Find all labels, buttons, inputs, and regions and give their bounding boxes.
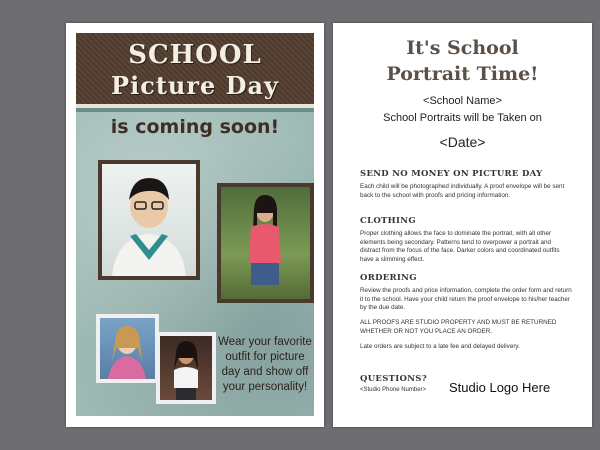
banner-title-line2: Picture Day: [111, 71, 279, 100]
section-body-send-no-money: Each child will be photographed individually. A proof envelope will be sent back to the school with proofs and pricing information.: [360, 183, 565, 199]
student-photo-girl-blond: [96, 314, 159, 383]
poster-subtitle: is coming soon!: [110, 116, 280, 138]
student-photo-boy: [98, 160, 200, 280]
studio-logo-placeholder: Studio Logo Here: [449, 380, 551, 395]
section-heading-clothing: CLOTHING: [360, 216, 416, 226]
section-body-ordering-late: Late orders are subject to a late fee and delayed delivery.: [360, 343, 520, 350]
back-flyer: [333, 23, 592, 427]
back-title-line1: It's School: [406, 37, 519, 59]
section-body-ordering-notice: ALL PROOFS ARE STUDIO PROPERTY AND MUST BE RETURNED WHETHER OR NOT YOU PLACE AN ORDER.: [360, 319, 557, 335]
studio-phone-placeholder: <Studio Phone Number>: [360, 387, 427, 393]
section-body-clothing: Proper clothing allows the face to dominate the portrait, with all other elements being secondary. Patterns tend to overpower a portrait and distract from the focus of the face. Darker colors and coordinated outfits have a slimming effect.: [360, 230, 560, 263]
divider-stripe: [76, 108, 314, 112]
poster: [76, 33, 314, 416]
section-heading-send-no-money: SEND NO MONEY ON PICTURE DAY: [360, 169, 543, 179]
student-photo-girl-garden: [217, 183, 314, 303]
back-title-line2: Portrait Time!: [386, 63, 539, 85]
portraits-date-intro: School Portraits will be Taken on: [383, 112, 542, 124]
poster-message: Wear your favorite outfit for picture day and show off your personality!: [218, 336, 312, 393]
banner-title-line1: SCHOOL: [128, 40, 262, 70]
student-photo-girl-dark: [156, 332, 216, 404]
section-body-ordering: Review the proofs and price information, complete the order form and return it to the school. Have your child return the proof envelope to his/her teacher by the due date.: [360, 287, 572, 312]
section-heading-ordering: ORDERING: [360, 273, 417, 283]
title-banner: [76, 33, 314, 104]
front-flyer: [66, 23, 324, 427]
date-placeholder: <Date>: [439, 134, 486, 150]
section-heading-questions: QUESTIONS?: [360, 374, 428, 384]
school-name-placeholder: <School Name>: [423, 95, 502, 107]
